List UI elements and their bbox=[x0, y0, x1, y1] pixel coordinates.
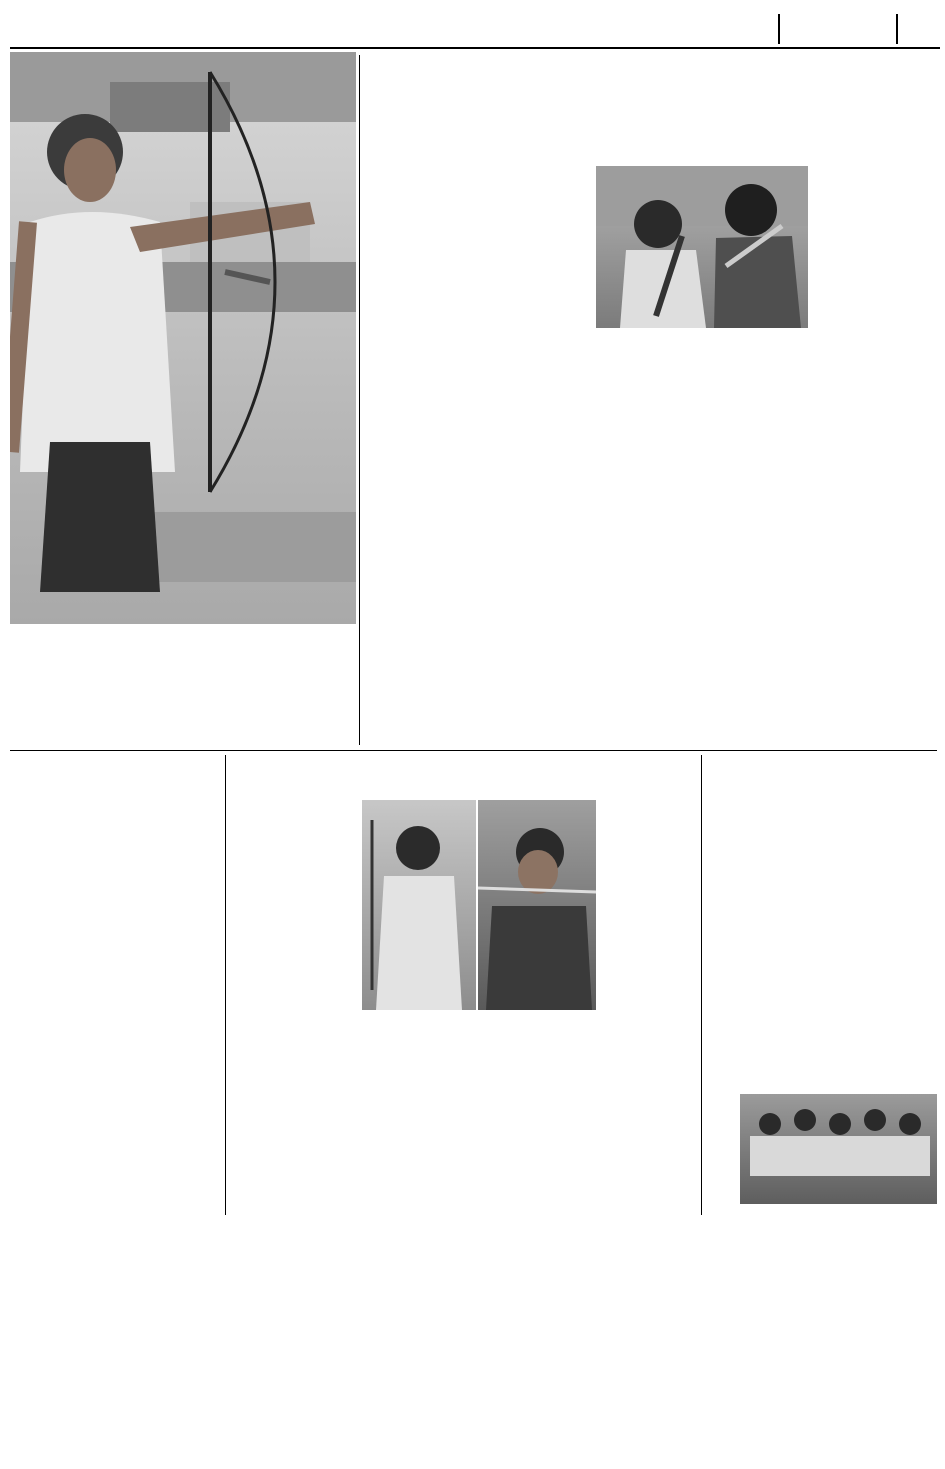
cricket-photo bbox=[596, 166, 808, 328]
australia-headline bbox=[10, 1064, 470, 1092]
cricket-batters-figure bbox=[596, 166, 808, 328]
australia-body bbox=[10, 1094, 470, 1204]
bayern-body bbox=[600, 1094, 736, 1204]
hazlewood-headline bbox=[10, 642, 356, 668]
lead-subhead bbox=[362, 124, 937, 158]
karthikeyan-headline bbox=[10, 918, 222, 958]
lead-body-d bbox=[362, 166, 474, 410]
archery-photo bbox=[10, 52, 356, 624]
bayern-team-figure bbox=[740, 1094, 937, 1204]
archer-woman-figure bbox=[362, 800, 476, 1010]
bayern-photo bbox=[740, 1094, 937, 1204]
spin-body bbox=[10, 788, 222, 914]
deepika-photo-right bbox=[478, 800, 596, 1010]
cowper-headline bbox=[705, 760, 937, 784]
lead-headline bbox=[362, 58, 937, 118]
spin-headline bbox=[10, 760, 222, 786]
deepika-photo-left bbox=[362, 800, 476, 1010]
trap-headline bbox=[705, 908, 937, 932]
hazlewood-body bbox=[10, 670, 356, 746]
masthead bbox=[0, 0, 945, 48]
deepika-headline bbox=[228, 758, 698, 792]
bayern-headline bbox=[600, 1060, 937, 1092]
archer-figure bbox=[10, 52, 356, 624]
manchester-body bbox=[474, 1106, 594, 1204]
lead-body-b bbox=[596, 332, 808, 410]
cowper-body bbox=[705, 786, 937, 904]
manchester-headline bbox=[474, 1060, 594, 1104]
lead-body-a bbox=[812, 166, 937, 410]
archer-man-figure bbox=[478, 800, 596, 1010]
lead-body-c bbox=[478, 166, 592, 410]
archery-caption bbox=[10, 626, 356, 640]
